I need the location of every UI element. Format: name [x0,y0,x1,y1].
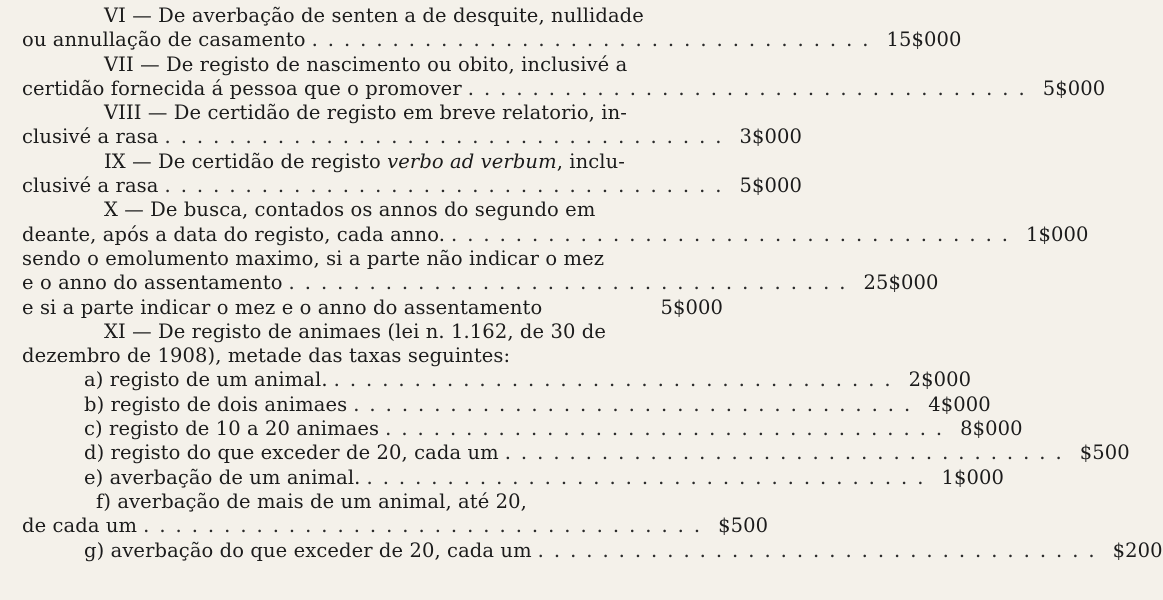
leader-dots: ................................... [504,441,1072,465]
line-text: deante, após a data do registo, cada anno. [22,222,446,246]
line-text: g) averbação do que exceder de 20, cada um [84,538,532,562]
leader-dots: ................................... [366,465,934,489]
price-value: $500 [718,514,769,538]
text-line [22,53,723,77]
line-text: XI — De registo de animaes (lei n. 1.162, de 30 de [104,319,606,343]
text-line [22,344,723,368]
line-text: f) averbação de mais de um animal, até 20, [96,489,527,513]
line-text: VIII — De certidão de registo em breve relatorio, in- [104,101,627,125]
price-line [22,174,803,198]
price-value: 5$000 [739,174,803,198]
price-line [22,392,991,417]
line-text: VII — De registo de nascimento ou obito, inclusivé a [104,52,628,76]
text-line [22,198,723,222]
line-text: e si a parte indicar o mez e o anno do assentamento [22,295,543,319]
price-line [22,465,1004,490]
price-line [22,368,972,392]
price-line [22,296,723,320]
leader-dots: ................................... [333,368,901,392]
leader-dots: ................................... [164,125,732,149]
price-value: 1$000 [941,465,1004,489]
line-text: ou annullação de casamento [22,28,306,52]
line-text: certidão fornecida á pessoa que o promover [22,76,462,100]
leader-dots: ................................... [311,28,879,52]
price-value: 8$000 [960,417,1023,441]
line-text: clusivé a rasa [22,174,159,198]
price-value: 5$000 [1042,76,1106,100]
line-text [104,150,625,174]
price-line [22,271,939,295]
price-value: 2$000 [908,368,972,392]
price-value: $500 [1079,441,1130,465]
price-value: 15$000 [886,28,962,52]
line-text: e) averbação de um animal. [84,465,361,489]
text-line [22,4,723,28]
price-line [22,28,962,52]
line-text-before: IX — De certidão de registo [104,149,388,173]
price-value: $200 [1112,538,1163,562]
price-value: 25$000 [863,271,939,295]
line-text: c) registo de 10 a 20 animaes [84,417,380,441]
leader-dots: ................................... [164,174,732,198]
leader-dots: ................................... [537,538,1105,562]
leader-dots: ................................... [288,271,856,295]
text-line [22,490,723,514]
price-value: 5$000 [660,295,723,319]
text-line [22,101,723,125]
line-text: e o anno do assentamento [22,271,283,295]
leader-dots: ................................... [451,222,1018,246]
line-text: d) registo do que exceder de 20, cada um [84,441,499,465]
line-text: sendo o emolumento maximo, si a parte não indicar o mez [22,246,605,270]
text-line [22,150,723,174]
text-line [22,247,723,271]
price-line [22,417,1023,441]
text-line [22,320,723,344]
italic-phrase: verbo ad verbum [387,149,557,173]
leader-dots: ................................... [385,417,953,441]
price-line [22,514,769,538]
leader-dots: ................................... [467,76,1035,100]
price-line [22,76,1106,101]
price-line [22,125,803,149]
price-line [22,538,1163,563]
line-text: VI — De averbação de senten a de desquite, nullidade [104,4,644,27]
line-text-after: , inclu- [556,149,625,173]
line-text: X — De busca, contados os annos do segundo em [104,198,596,222]
price-value: 1$000 [1025,222,1089,246]
line-text: de cada um [22,514,138,538]
line-text: dezembro de 1908), metade das taxas seguintes: [22,344,511,368]
line-text: a) registo de um animal. [84,368,328,392]
price-line [22,222,1089,247]
price-value: 4$000 [928,392,991,416]
price-line [22,441,1130,465]
leader-dots: ................................... [353,392,921,416]
price-value: 3$000 [739,125,803,149]
leader-dots: ................................... [143,514,711,538]
line-text: clusivé a rasa [22,125,159,149]
line-text: b) registo de dois animaes [84,392,348,416]
